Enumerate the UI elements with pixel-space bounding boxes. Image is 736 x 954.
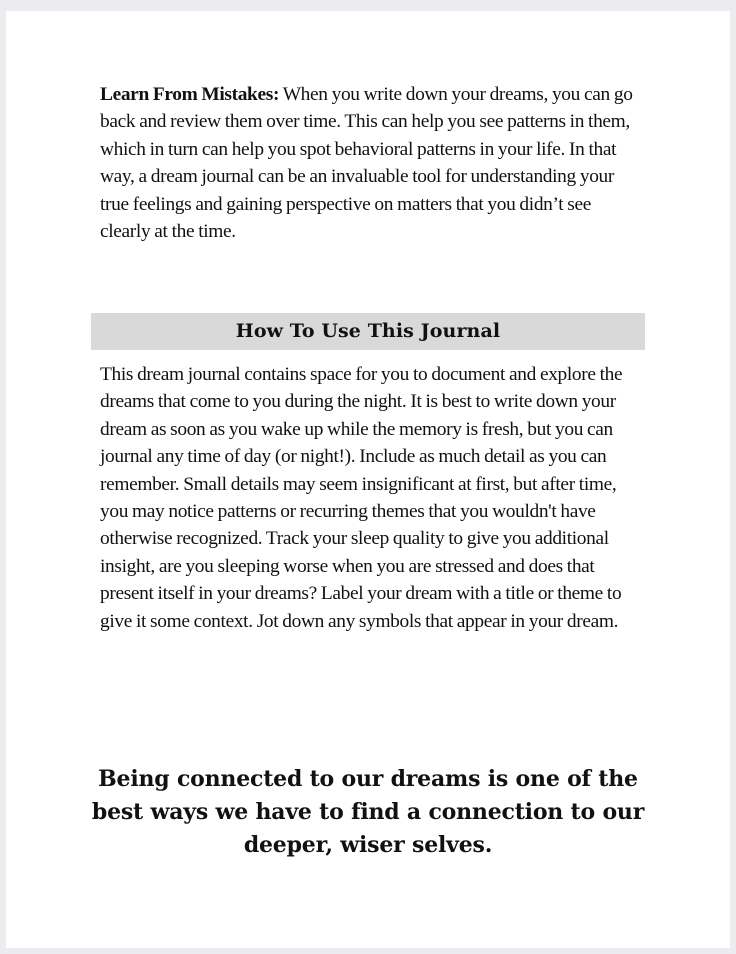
how-to-use-heading-bar — [91, 313, 645, 350]
document-page — [6, 11, 730, 948]
how-to-use-heading: How To Use This Journal — [235, 320, 501, 342]
learn-from-mistakes-paragraph — [100, 81, 640, 245]
closing-quote: Being connected to our dreams is one of the best ways we have to find a connection to our deeper, wiser selves. — [91, 766, 645, 858]
how-to-use-paragraph: This dream journal contains space for you to document and explore the dreams that come to you during the night. It is best to write down your dream as soon as you wake up while the memory is fresh, but you can journal any time of day (or night!). Include as much detail as you can remember. Small details may seem insignificant at first, but after time, you may notice patterns or recurring themes that you wouldn't have otherwise recognized. Track your sleep quality to give you additional insight, are you sleeping worse when you are stressed and does that present itself in your dreams? Label your dream with a title or theme to give it some context. Jot down any symbols that appear in your dream. — [100, 364, 623, 632]
learn-from-mistakes-lead: Learn From Mistakes: — [100, 84, 280, 105]
learn-from-mistakes-body: When you write down your dreams, you can go back and review them over time. This can help you see patterns in them, which in turn can help you spot behavioral patterns in your life. In that way, a dream journal can be an invaluable tool for understanding your true feelings and gaining perspective on matters that you didn’t see clearly at the time. — [100, 84, 633, 243]
